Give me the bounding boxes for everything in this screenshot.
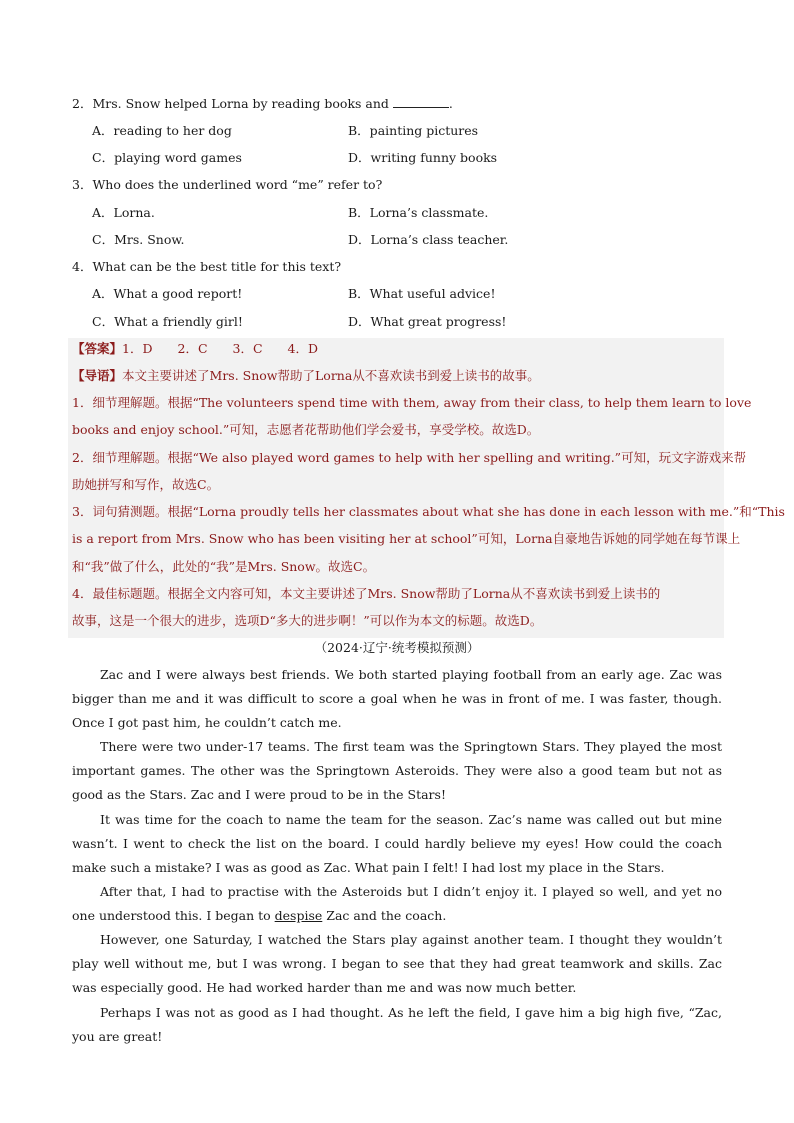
- guide-line: [72, 368, 540, 384]
- question-3-option-c: C．Mrs. Snow.: [92, 232, 185, 247]
- question-4-option-d: D．What great progress!: [348, 314, 507, 329]
- explanation-line: 1．细节理解题。根据“The volunteers spend time with them, away from their class, to help them learn to love: [72, 395, 752, 410]
- passage-paragraph-1: Zac and I were always best friends. We both started playing football from an early age. Zac was bigger than me and it was difficult to score a goal when he was in front of me. I was faster, though. Once I got past him, he couldn’t catch me.: [72, 667, 722, 731]
- passage-paragraph-3: It was time for the coach to name the team for the season. Zac’s name was called out but mine wasn’t. I went to check the list on the board. I could hardly believe my eyes! How could the coach make such a mistake? I was as good as Zac. What pain I felt! I had lost my place in the Stars.: [72, 812, 722, 876]
- question-2-option-d: D．writing funny books: [348, 150, 498, 165]
- question-2-option-c: C．playing word games: [92, 150, 242, 165]
- answer-text: 1．D 2．C 3．C 4．D: [122, 341, 318, 356]
- underlined-word: despise: [274, 908, 323, 924]
- question-4-option-b: B．What useful advice!: [348, 286, 496, 301]
- answer-blank: [393, 96, 449, 108]
- question-2-text: 2．Mrs. Snow helped Lorna by reading books and: [72, 96, 393, 111]
- explanation-line: 4．最佳标题题。根据全文内容可知，本文主要讲述了Mrs. Snow帮助了Lorna从不喜欢读书到爱上读书的: [72, 586, 661, 601]
- explanation-line: books and enjoy school.”可知，志愿者花帮助他们学会爱书，享受学校。故选D。: [72, 422, 540, 437]
- question-4-option-c: C．What a friendly girl!: [92, 314, 243, 329]
- explanation-line: is a report from Mrs. Snow who has been visiting her at school”可知，Lorna自豪地告诉她的同学她在每节课上: [72, 531, 741, 546]
- explanation-line: 助她拼写和写作，故选C。: [72, 477, 220, 492]
- question-2-stem: [72, 96, 453, 112]
- answer-tag: 【答案】: [72, 341, 123, 356]
- question-2-option-a: A．reading to her dog: [92, 123, 232, 138]
- question-2-option-b: B．painting pictures: [348, 123, 479, 138]
- passage-paragraph-2: There were two under-17 teams. The first team was the Springtown Stars. They played the most important games. The other was the Springtown Asteroids. They were also a good team but not as good as the Stars. Zac and I were proud to be in the Stars!: [72, 739, 722, 803]
- source-line: （2024·辽宁·统考模拟预测）: [314, 640, 480, 655]
- explanation-line: 和“我”做了什么，此处的“我”是Mrs. Snow。故选C。: [72, 559, 376, 574]
- explanation-line: 故事，这是一个很大的进步，选项D“多大的进步啊！”可以作为本文的标题。故选D。: [72, 613, 543, 628]
- passage-paragraph-4: [72, 880, 722, 928]
- paragraph-4-text-end: Zac and the coach.: [322, 908, 447, 924]
- question-4-stem: 4．What can be the best title for this text?: [72, 259, 342, 274]
- answer-line: [72, 341, 318, 357]
- guide-text: 本文主要讲述了Mrs. Snow帮助了Lorna从不喜欢读书到爱上读书的故事。: [122, 368, 540, 383]
- passage-paragraph-5: However, one Saturday, I watched the Stars play against another team. I thought they wouldn’t play well without me, but I was wrong. I began to see that they had great teamwork and skills. Zac was especially good. He had worked harder than me and was now much better.: [72, 932, 722, 996]
- explanation-line: 2．细节理解题。根据“We also played word games to help with her spelling and writing.”可知，玩文字游戏来帮: [72, 450, 747, 465]
- question-3-option-d: D．Lorna’s class teacher.: [348, 232, 509, 247]
- passage-paragraph-6: Perhaps I was not as good as I had thought. As he left the field, I gave him a big high five, “Zac, you are great!: [72, 1005, 722, 1045]
- paragraph-4-text-start: After that, I had to practise with the Asteroids but I didn’t enjoy it. I played so well, and yet no one understood this. I began to: [72, 884, 722, 924]
- guide-tag: 【导语】: [72, 368, 123, 383]
- question-4-option-a: A．What a good report!: [92, 286, 243, 301]
- question-2-end: .: [448, 96, 453, 111]
- question-3-stem: 3．Who does the underlined word “me” refer to?: [72, 177, 383, 192]
- explanation-line: 3．词句猜测题。根据“Lorna proudly tells her classmates about what she has done in each lesson with me.”和“This: [72, 504, 785, 519]
- question-3-option-b: B．Lorna’s classmate.: [348, 205, 489, 220]
- question-3-option-a: A．Lorna.: [92, 205, 155, 220]
